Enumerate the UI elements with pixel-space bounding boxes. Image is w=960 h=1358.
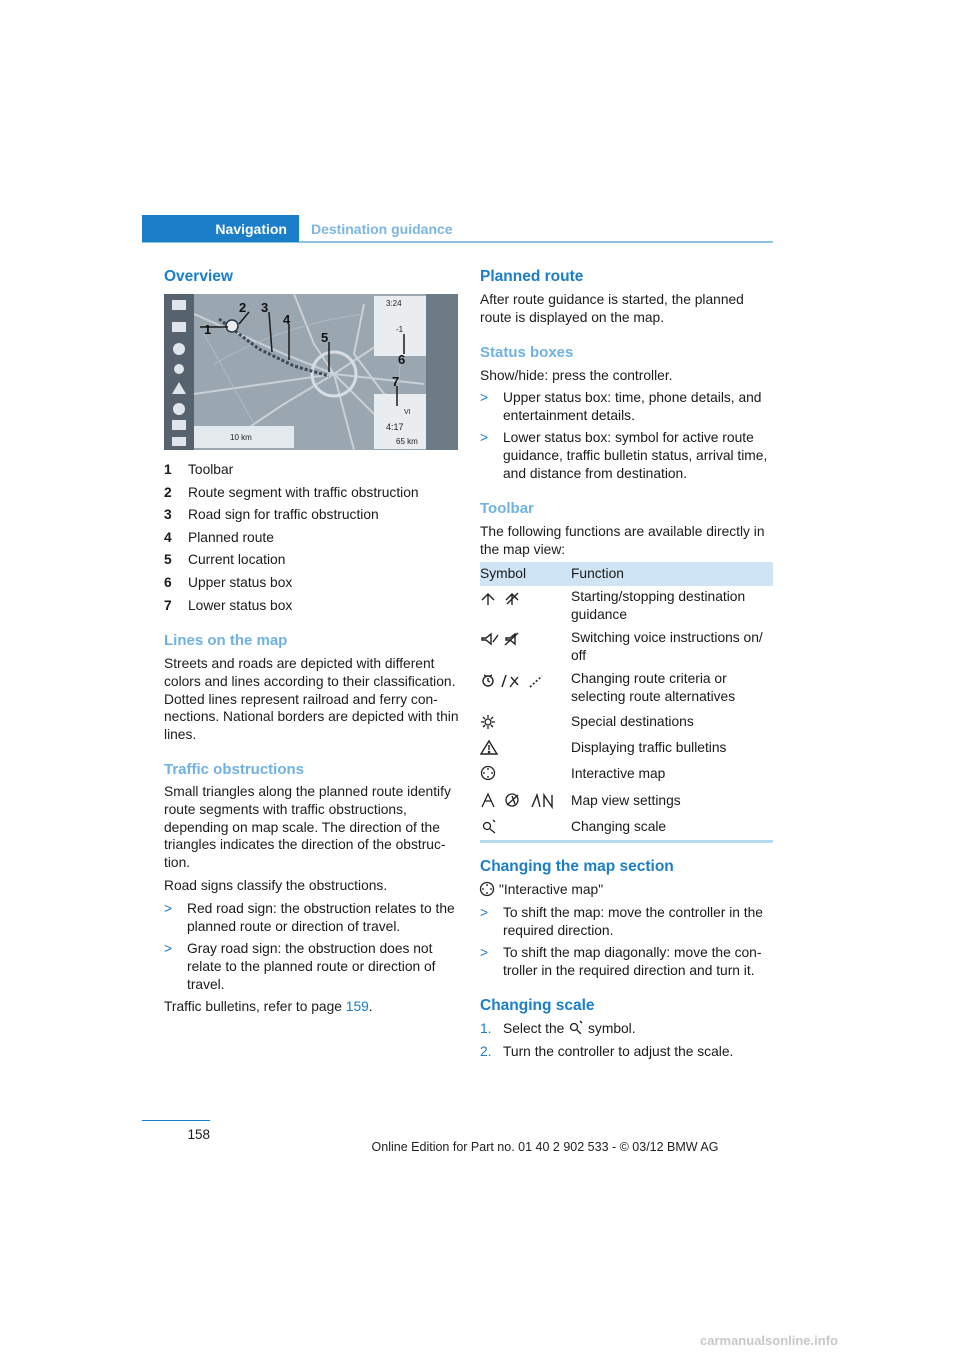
table-cell-function: Special destinations [571, 714, 694, 729]
callout-2: 2 [239, 300, 247, 315]
voice-off-icon [505, 633, 518, 645]
screen-scale: 10 km [230, 433, 252, 442]
navigation-map-screenshot [164, 294, 458, 450]
table-cell-function: Starting/stopping destination guidance [571, 589, 746, 622]
voice-on-icon [482, 634, 498, 644]
special-destinations-icon [481, 715, 495, 729]
table-row-symbols [480, 631, 540, 649]
table-row-symbols [480, 792, 560, 810]
lines-body: Streets and roads are depicted with different colors and lines according to their classification. Dotted lines represent railroad and ferry con-nections. National borders are depicted with thin lines. [164, 656, 459, 743]
status-heading: Status boxes [480, 344, 574, 361]
route-stop-icon [506, 593, 518, 605]
table-row-symbols [480, 714, 500, 732]
lines-heading: Lines on the map [164, 632, 288, 649]
table-cell-function: Changing scale [571, 819, 667, 834]
table-bottom-rule [480, 840, 773, 843]
table-row-symbols [480, 672, 555, 690]
route-criteria-icon [483, 675, 493, 686]
chapter-tab[interactable]: Navigation [142, 215, 299, 242]
route-dotted-icon [530, 676, 542, 687]
route-alternative-icon [502, 675, 518, 687]
column-header-symbol: Symbol [480, 566, 527, 581]
planned-heading: Planned route [480, 268, 584, 285]
status-body: Show/hide: press the controller. [480, 368, 673, 383]
traffic-ref: Traffic bulletins, refer to page 159. [164, 999, 373, 1014]
table-cell-function: Changing route criteria or selecting route alternatives [571, 671, 736, 704]
page-number: 158 [187, 1127, 210, 1142]
edition-footer: Online Edition for Part no. 01 40 2 902 533 - © 03/12 BMW AG [371, 1140, 719, 1154]
traffic-body: Small triangles along the planned route identify route segments with traffic obstructions, depending on map scale. The direction of the triangles indicates the direction of the obstruc-tion. [164, 784, 451, 871]
toolbar-body: The following functions are available directly in the map view: [480, 524, 765, 557]
traffic-body-2: Road signs classify the obstructions. [164, 878, 388, 893]
page-number-rule [142, 1120, 210, 1121]
scale-icon [484, 820, 496, 833]
interactive-map-label: "Interactive map" [499, 882, 604, 897]
map-view-north-icon [532, 795, 552, 807]
column-header-function: Function [571, 566, 624, 581]
table-cell-function: Interactive map [571, 766, 666, 781]
table-cell-function: Map view settings [571, 793, 681, 808]
planned-body: After route guidance is started, the planned route is displayed on the map. [480, 292, 744, 325]
callout-3: 3 [261, 300, 269, 315]
scale-icon [568, 1020, 584, 1034]
traffic-warning-icon [481, 741, 497, 754]
changing-section-heading: Changing the map section [480, 858, 674, 875]
map-view-direction-icon [506, 794, 518, 806]
map-view-perspective-icon [482, 794, 494, 807]
callout-5: 5 [321, 330, 329, 345]
table-row-symbols [480, 590, 540, 608]
callout-6: 6 [398, 352, 406, 367]
callout-4: 4 [283, 312, 291, 327]
screen-distance: 65 km [396, 437, 418, 446]
screen-eta: 4:17 [386, 422, 404, 432]
changing-scale-heading: Changing scale [480, 997, 595, 1014]
table-row-symbols [480, 818, 500, 836]
callout-7: 7 [392, 374, 400, 389]
screen-road: VI [404, 409, 411, 416]
overview-heading: Overview [164, 268, 233, 285]
table-cell-function: Switching voice instructions on/ off [571, 630, 763, 663]
table-row-symbols [480, 765, 500, 783]
traffic-heading: Traffic obstructions [164, 761, 305, 778]
section-title: Destination guidance [311, 221, 453, 237]
table-row-symbols [480, 739, 500, 757]
interactive-map-icon [479, 881, 495, 897]
watermark: carmanualsonline.info [700, 1333, 838, 1348]
screen-time: 3:24 [386, 299, 402, 308]
interactive-map-icon [482, 767, 495, 780]
route-start-icon [482, 594, 494, 605]
callout-1: 1 [204, 322, 212, 337]
table-cell-function: Displaying traffic bulletins [571, 740, 727, 755]
toolbar-heading: Toolbar [480, 500, 534, 517]
page-link[interactable]: 159 [345, 999, 369, 1014]
screen-phone: -1 [396, 325, 404, 334]
